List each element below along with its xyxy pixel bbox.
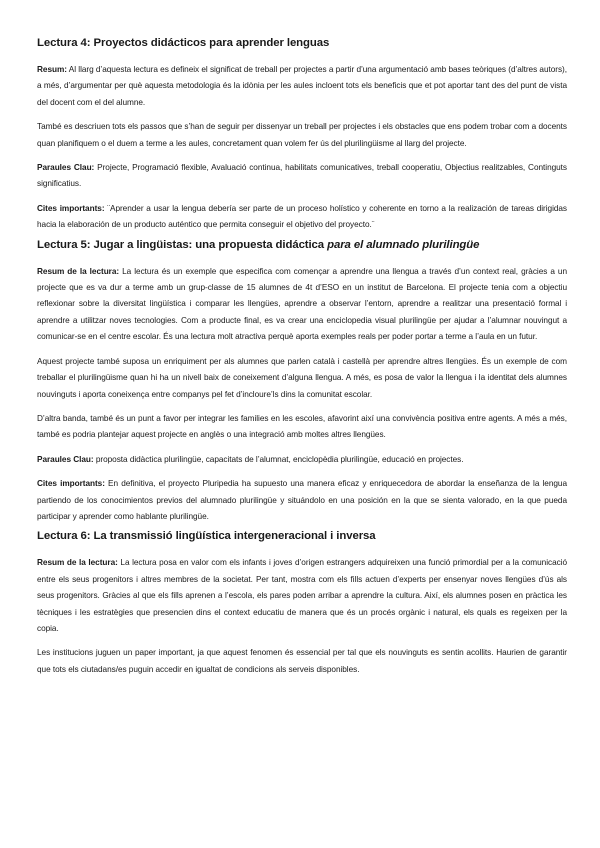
body-paragraph: Aquest projecte també suposa un enriquiment per als alumnes que parlen català i castellà per aprendre altres llengües. És un exemple de com treballar el plurilingüisme quan hi ha un nivell baix de coneixement d’alguna llengua. A més, es posa de valor la llengua i la identitat dels alumnes nouvinguts i aporta coneixença entre companys pel fet d’incloure’ls dins la comunitat escolar. bbox=[37, 356, 567, 399]
paragraph-label: Resum: bbox=[37, 65, 67, 74]
paragraph-label: Cites importants: bbox=[37, 479, 105, 489]
paragraph-label: Resum de la lectura: bbox=[37, 558, 118, 568]
document-page bbox=[37, 36, 567, 686]
section-title: Lectura 5: Jugar a lingüistas: una propuesta didáctica para el alumnado plurilingüe bbox=[37, 238, 480, 251]
section-lectura-4 bbox=[37, 36, 567, 234]
keywords-paragraph: Paraules Clau: proposta didàctica plurilingüe, capacitats de l’alumnat, enciclopèdia plurilingüe, educació en projectes. bbox=[37, 454, 464, 464]
section-title: Lectura 6: La transmissió lingüística intergeneracional i inversa bbox=[37, 530, 376, 543]
keywords-paragraph: Paraules Clau: Projecte, Programació flexible, Avaluació continua, habilitats comunicatives, treball cooperatiu, Objectius realitzables, Continguts significatius. bbox=[37, 163, 567, 189]
body-paragraph: Les institucions juguen un paper important, ja que aquest fenomen és essencial per tal que els nouvinguts es sentin acollits. Haurien de garantir que tots els ciutadans/es puguin accedir en igualtat de condicions als serveis disponibles. bbox=[37, 648, 567, 674]
section-lectura-5 bbox=[37, 238, 567, 526]
body-paragraph: També es descriuen tots els passos que s’han de seguir per dissenyar un treball per projectes i els obstacles que ens podem trobar com a docents quan planifiquem o el duem a terme a les aules, concretament quan volem fer ús del plurilingüisme al llarg del projecte. bbox=[37, 122, 567, 148]
body-paragraph: D’altra banda, també és un punt a favor per integrar les families en les escoles, afavorint així una convivència positiva entre agents. A més a més, també es podria plantejar aquest projecte en anglès o una integració amb moltes altres llengües. bbox=[37, 413, 567, 440]
quotes-paragraph: Cites importants: En definitiva, el proyecto Pluripedia ha supuesto una manera eficaz y enriquecedora de abordar la enseñanza de la lengua partiendo de los conocimientos previos del alumnado plurilingüe y situándolo en una posición en la que se sienta valorado, en la que pueda participar y aprender como hablante plurilingüe. bbox=[37, 479, 567, 521]
paragraph-label: Resum de la lectura: bbox=[37, 266, 120, 276]
summary-paragraph: Resum: Al llarg d’aquesta lectura es defineix el significat de treball per projectes a partir d’una argumentació amb bases teòriques (d’altres autors), a més, d’argumentar per què aquesta metodologia és la idònia per les aules incloent tots els beneficis que et pot aportar tant des del punt de vista del docent com el del alumne. bbox=[37, 65, 567, 107]
paragraph-label: Paraules Clau: bbox=[37, 454, 94, 464]
section-title: Lectura 4: Proyectos didácticos para aprender lenguas bbox=[37, 37, 330, 49]
paragraph-label: Cites importants: bbox=[37, 203, 105, 213]
quotes-paragraph: Cites importants: ¨Aprender a usar la lengua debería ser parte de un proceso holístico y coherente en torno a la realización de tareas dirigidas hacia la elaboración de un producto auténtico que permita conseguir el objetivo del proyecto.¨ bbox=[37, 203, 568, 230]
paragraph-label: Paraules Clau: bbox=[37, 163, 95, 173]
summary-paragraph: Resum de la lectura: La lectura posa en valor com els infants i joves d’origen estrangers adquireixen una funció primordial per a la comunicació entre els seus progenitors i altres membres de la societat. Per tant, mostra com els fills actuen d’experts per ensenyar noves llengües d’ús als seus progenitors. Gràcies al que els fills aprenen a l’escola, els pares poden arribar a aprendre la cultura. Així, els alumnes posen en pràctica les tècniques i les estratègies que presencien dins el context educatiu de manera que és un procés orgànic i natural, els quals es regeixen per la copia. bbox=[37, 558, 567, 633]
section-lectura-6 bbox=[37, 529, 567, 678]
summary-paragraph: Resum de la lectura: La lectura és un exemple que especifica com començar a aprendre una llengua a través d’un context real, gràcies a un projecte que es va dur a terme amb un grup-classe de 15 alumnes de 4t d’ESO en un institut de Barcelona. El projecte tenia com a objectiu reflexionar sobre la diversitat lingüística i comparar les llengües, aprendre a observar l’entorn, aprendre a realitzar una presentació formal i aprendre a utilitzar noves tecnologies. Com a producte final, es va crear una enciclopedia visual plurilingüe per ajudar a l’alumnar nouvingut a comunicar-se en el centre escolar. És una lectura molt atractiva perquè aporta exemples reals per poder portar a terme a l’aula en un futur. bbox=[37, 266, 568, 342]
